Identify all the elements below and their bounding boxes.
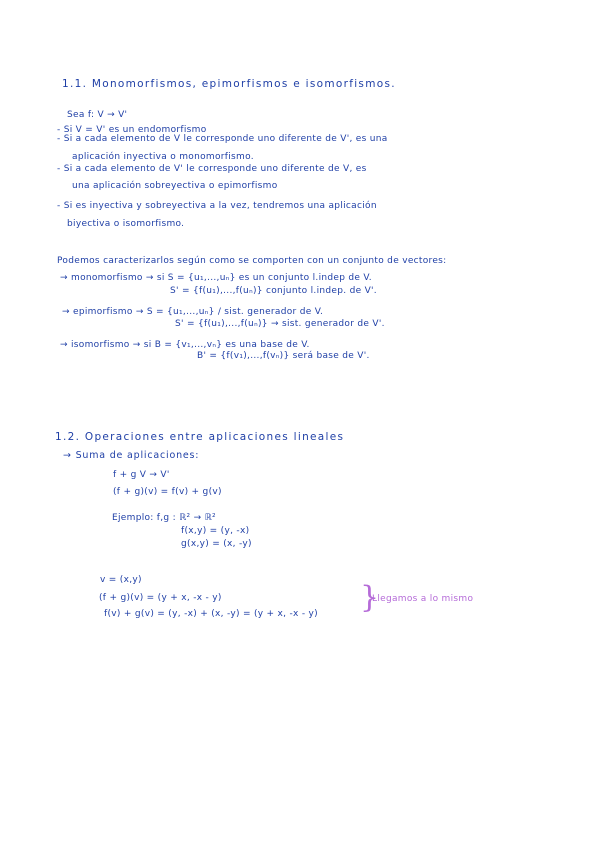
text-line: aplicación inyectiva o monomorfismo. xyxy=(72,152,254,162)
text-line: una aplicación sobreyectiva o epimorfismo xyxy=(72,181,278,191)
section-2-title: 1.2. Operaciones entre aplicaciones lineales xyxy=(55,431,345,443)
example-line-3: g(x,y) = (x, -y) xyxy=(181,539,252,549)
text-line: Sea f: V → V' xyxy=(67,110,128,120)
calc-line-1: v = (x,y) xyxy=(100,575,142,585)
sum-line-2: (f + g)(v) = f(v) + g(v) xyxy=(113,487,222,497)
characterize-line: Podemos caracterizarlos según como se comporten con un conjunto de vectores: xyxy=(57,256,447,266)
mono-line-1: → monomorfismo → si S = {u₁,...,uₙ} es un conjunto l.indep de V. xyxy=(60,273,372,283)
section-2-subtitle: → Suma de aplicaciones: xyxy=(63,450,200,461)
sum-line-1: f + g V → V' xyxy=(113,470,170,480)
section-1-title: 1.1. Monomorfismos, epimorfismos e isomorfismos. xyxy=(62,78,396,90)
text-line: - Si a cada elemento de V le corresponde uno diferente de V', es una xyxy=(57,134,388,144)
text-line: - Si a cada elemento de V' le corresponde uno diferente de V, es xyxy=(57,164,367,174)
iso-line-2: B' = {f(v₁),...,f(vₙ)} será base de V'. xyxy=(197,351,370,361)
text-line: - Si V = V' es un endomorfismo xyxy=(57,125,207,135)
calc-line-3: f(v) + g(v) = (y, -x) + (x, -y) = (y + x, -x - y) xyxy=(104,609,318,619)
epi-line-1: → epimorfismo → S = {u₁,...,uₙ} / sist. generador de V. xyxy=(62,307,324,317)
example-line-2: f(x,y) = (y, -x) xyxy=(181,526,250,536)
text-line: - Si es inyectiva y sobreyectiva a la vez, tendremos una aplicación xyxy=(57,201,377,211)
calc-line-2: (f + g)(v) = (y + x, -x - y) xyxy=(99,593,222,603)
example-line-1: Ejemplo: f,g : ℝ² → ℝ² xyxy=(112,513,216,523)
curly-brace-icon: } xyxy=(360,580,380,615)
margin-note: Llegamos a lo mismo xyxy=(372,594,474,604)
iso-line-1: → isomorfismo → si B = {v₁,...,vₙ} es una base de V. xyxy=(60,340,310,350)
mono-line-2: S' = {f(u₁),...,f(uₙ)} conjunto l.indep. de V'. xyxy=(170,286,377,296)
text-line: biyectiva o isomorfismo. xyxy=(67,219,185,229)
epi-line-2: S' = {f(u₁),...,f(uₙ)} → sist. generador de V'. xyxy=(175,319,385,329)
